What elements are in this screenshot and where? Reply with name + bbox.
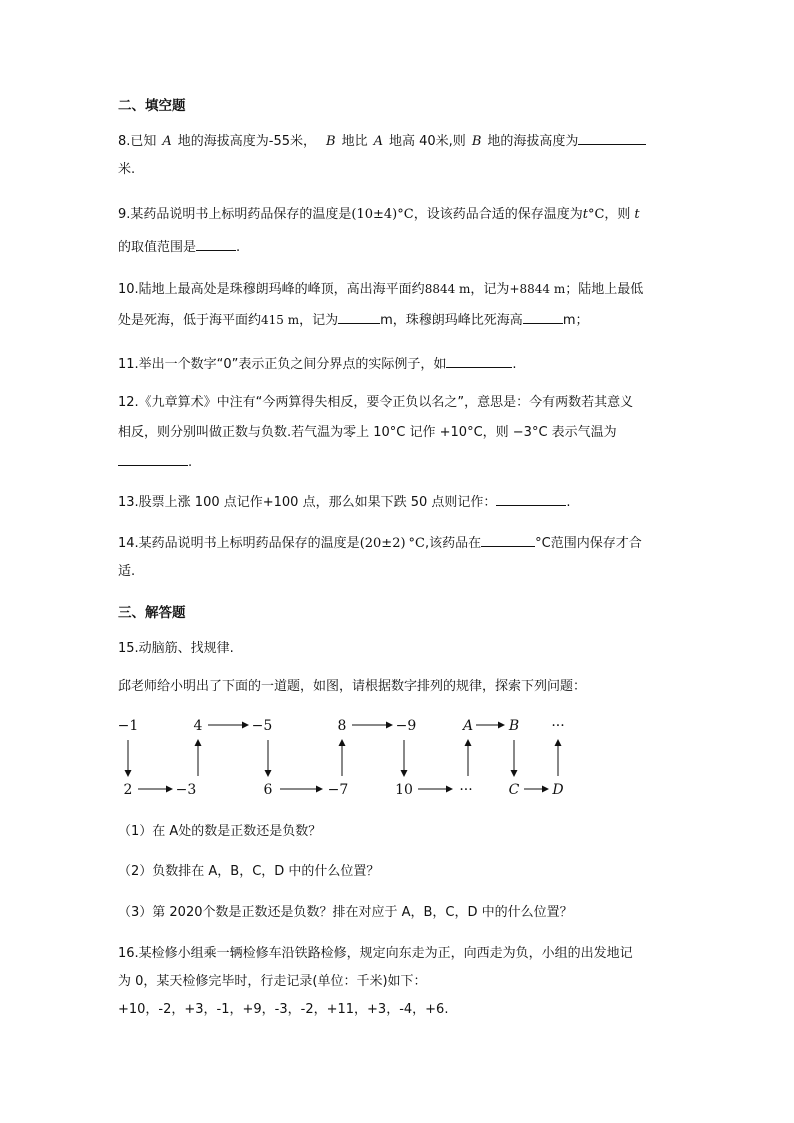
- figure-label-top-7: ···: [551, 718, 565, 734]
- section-title-fill-in: 二、填空题: [118, 98, 186, 114]
- question-15-sub-1: （1）在 A处的数是正数还是负数？: [118, 824, 322, 839]
- answer-blank[interactable]: [481, 532, 535, 547]
- figure-label-bottom-0: 2: [123, 782, 133, 798]
- figure-label-bottom-6: C: [508, 782, 520, 798]
- figure-label-bottom-1: −3: [175, 782, 197, 798]
- figure-label-top-5: A: [462, 718, 474, 734]
- question-11: 11.举出一个数字“0”表示正负之间分界点的实际例子，如 .: [118, 353, 517, 375]
- answer-blank[interactable]: [196, 236, 236, 251]
- section-title-solutions: 三、解答题: [118, 605, 186, 621]
- question-9-line-1: 9.某药品说明书上标明药品保存的温度是(10±4)°C，设该药品合适的保存温度为t°C，则 t: [118, 207, 640, 222]
- figure-label-bottom-5: ···: [459, 782, 473, 798]
- question-12-line-3: .: [118, 451, 192, 473]
- figure-label-bottom-7: D: [552, 782, 564, 798]
- answer-blank[interactable]: [338, 309, 380, 324]
- number-pattern-figure: [110, 712, 580, 804]
- question-10-line-1: 10.陆地上最高处是珠穆朗玛峰的峰顶，高出海平面约8844 m，记为+8844 m；陆地上最低: [118, 282, 644, 297]
- figure-label-top-1: 4: [193, 718, 203, 734]
- figure-label-top-0: −1: [117, 718, 139, 734]
- figure-label-top-2: −5: [251, 718, 273, 734]
- figure-label-top-6: B: [508, 718, 520, 734]
- question-15-sub-3: （3）第 2020个数是正数还是负数？排在对应于 A，B，C，D 中的什么位置？: [118, 905, 573, 920]
- figure-labels: [118, 718, 565, 798]
- answer-blank[interactable]: [496, 491, 566, 506]
- question-15-sub-2: （2）负数排在 A，B，C，D 中的什么位置？: [118, 864, 380, 879]
- question-9-line-2: 的取值范围是 .: [118, 236, 240, 258]
- figure-label-top-3: 8: [337, 718, 347, 734]
- answer-blank[interactable]: [446, 353, 512, 368]
- question-16-line-1: 16.某检修小组乘一辆检修车沿铁路检修，规定向东走为正，向西走为负，小组的出发地记: [118, 946, 633, 961]
- question-15-intro: 邱老师给小明出了下面的一道题，如图，请根据数字排列的规律，探索下列问题：: [118, 679, 587, 694]
- question-14-line-1: 14.某药品说明书上标明药品保存的温度是(20±2) °C,该药品在 °C范围内保存才合: [118, 532, 642, 554]
- question-13: 13.股票上涨 100 点记作+100 点，那么如果下跌 50 点则记作： .: [118, 491, 571, 513]
- figure-label-top-4: −9: [395, 718, 417, 734]
- figure-label-bottom-2: 6: [263, 782, 273, 798]
- figure-label-bottom-4: 10: [395, 782, 413, 798]
- question-8-line-2: 米.: [118, 162, 136, 177]
- answer-blank[interactable]: [118, 451, 188, 466]
- figure-arrows: [128, 725, 558, 789]
- question-12-line-1: 12.《九章算术》中注有“今两算得失相反，要令正负以名之”，意思是：今有两数若其意义: [118, 395, 634, 410]
- question-12-line-2: 相反，则分别叫做正数与负数.若气温为零上 10°C 记作 +10°C，则 −3°C 表示气温为: [118, 425, 617, 440]
- answer-blank[interactable]: [523, 309, 563, 324]
- question-14-line-2: 适.: [118, 564, 136, 579]
- answer-blank[interactable]: [578, 130, 646, 145]
- figure-label-bottom-3: −7: [327, 782, 349, 798]
- question-15-title: 15.动脑筋、找规律.: [118, 641, 234, 656]
- question-8-line-1: 8.已知 A 地的海拔高度为-55米， B 地比 A 地高 40米,则 B 地的海拔高度为: [118, 130, 646, 152]
- question-10-line-2: 处是死海，低于海平面约415 m，记为 m，珠穆朗玛峰比死海高 m；: [118, 309, 588, 331]
- question-16-line-3: +10，-2，+3，-1，+9，-3，-2，+11，+3，-4，+6.: [118, 1002, 449, 1017]
- question-16-line-2: 为 0，某天检修完毕时，行走记录(单位：千米)如下：: [118, 974, 427, 989]
